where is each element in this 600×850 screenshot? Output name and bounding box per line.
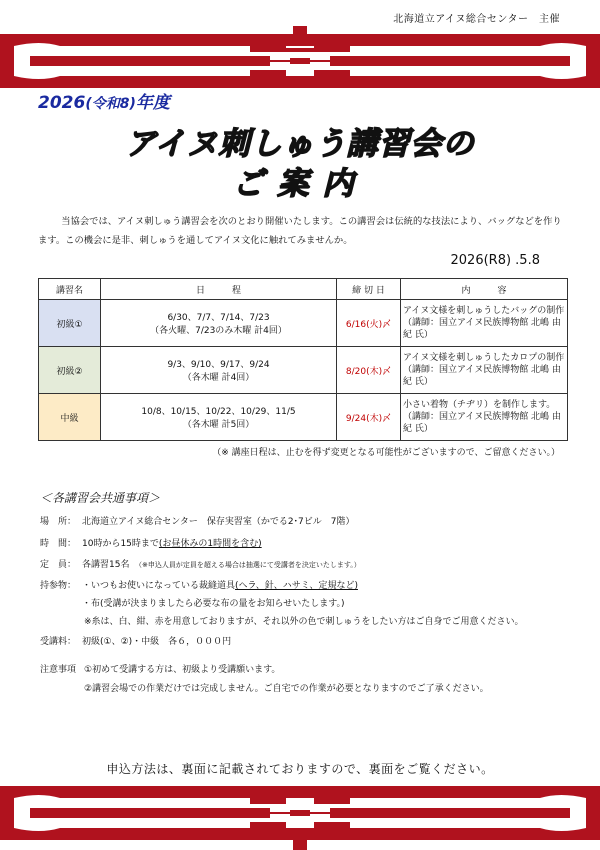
notes-item-1: ①初めて受講する方は、初級より受講願います。 [84, 665, 281, 675]
course-schedule [101, 347, 337, 394]
course-content [401, 394, 568, 441]
time-range: 10時から15時まで [82, 539, 159, 549]
fee-value: 初級(①、②)・中級 各６，０００円 [82, 637, 232, 647]
course-level: 初級② [39, 347, 101, 394]
course-content [401, 347, 568, 394]
course-deadline: 9/24(木)〆 [337, 394, 401, 441]
notes-item-2: ②講習会場での作業だけでは完成しません。ご自宅での作業が必要となりますのでご了承ください。 [84, 684, 489, 694]
items-label: 持参物： [40, 581, 77, 591]
title-line-1: アイヌ刺しゅう講習会の [125, 126, 475, 162]
notes-label: 注意事項 [40, 665, 77, 675]
content-instructor: （講師：国立アイヌ民族博物館 北嶋 由紀 氏） [403, 412, 561, 434]
header-course: 講習名 [39, 279, 101, 300]
application-method-text: 申込方法は、裏面に記載されておりますので、裏面をご覧ください。 [106, 762, 494, 776]
course-deadline: 8/20(木)〆 [337, 347, 401, 394]
schedule-dates: 6/30、7/7、7/14、7/23 [167, 313, 270, 323]
header-content: 内 容 [401, 279, 568, 300]
issue-date: 2026(R8) .5.8 [450, 253, 540, 268]
ainu-pattern-top [0, 26, 600, 96]
year-number: 2026 [38, 93, 86, 113]
organizer-text: 北海道立アイヌ総合センター 主催 [393, 14, 560, 25]
content-description: 小さい着物（チヂリ）を制作します。 [403, 400, 556, 410]
content-description: アイヌ文様を刺しゅうしたカロプの制作 [403, 353, 565, 363]
fiscal-year [38, 88, 170, 113]
ainu-pattern-bottom [0, 780, 600, 850]
course-schedule [101, 394, 337, 441]
common-section-title: ＜各講習会共通事項＞ [40, 491, 161, 505]
schedule-note: （各火曜、7/23のみ木曜 計4回） [150, 326, 287, 336]
capacity-number: 各講習15名 [82, 560, 130, 570]
time-value [82, 536, 262, 549]
course-table [38, 278, 568, 441]
schedule-note: （各木曜 計5回） [182, 420, 255, 430]
time-break-note: (お昼休みの1時間を含む) [158, 539, 262, 549]
content-description: アイヌ文様を刺しゅうしたバッグの制作 [403, 306, 565, 316]
course-level: 初級① [39, 300, 101, 347]
items-line-2: ・布(受講が決まりましたら必要な布の量をお知らせいたします。) [82, 599, 345, 609]
items-sewing-tools: ・いつもお使いになっている裁縫道具 [82, 581, 236, 591]
capacity-value [82, 557, 361, 570]
schedule-dates: 10/8、10/15、10/22、10/29、11/5 [141, 407, 296, 417]
fee-label: 受講料： [40, 637, 77, 647]
schedule-dates: 9/3、9/10、9/17、9/24 [167, 360, 270, 370]
year-suffix: 年度 [135, 93, 170, 113]
items-line-1 [82, 578, 358, 591]
table-header-row [39, 279, 568, 300]
table-row [39, 394, 568, 441]
table-row [39, 347, 568, 394]
title-line-2: ご案内 [232, 166, 368, 202]
year-era: (令和8) [85, 96, 136, 112]
time-label: 時 間： [40, 539, 77, 549]
header-schedule: 日 程 [101, 279, 337, 300]
capacity-label: 定 員： [40, 560, 77, 570]
content-instructor: （講師：国立アイヌ民族博物館 北嶋 由紀 氏） [403, 318, 561, 340]
place-value: 北海道立アイヌ総合センター 保存実習室（かでる2･7ビル 7階） [82, 517, 355, 527]
schedule-note: （※ 講座日程は、止むを得ず変更となる可能性がございますので、ご留意ください。） [212, 448, 560, 458]
capacity-lottery-note: （※申込人員が定員を超える場合は抽選にて受講者を決定いたします。） [138, 561, 361, 569]
course-content [401, 300, 568, 347]
items-line-3: ※糸は、白、紺、赤を用意しておりますが、それ以外の色で刺しゅうをしたい方はご自身でご用意ください。 [84, 617, 524, 627]
intro-paragraph: 当協会では、アイヌ刺しゅう講習会を次のとおり開催いたします。この講習会は伝統的な技法により、バッグなどを作ります。この機会に是非、刺しゅうを通してアイヌ文化に触れてみませんか。 [38, 216, 562, 246]
place-label: 場 所： [40, 517, 77, 527]
course-deadline: 6/16(火)〆 [337, 300, 401, 347]
schedule-note: （各木曜 計4回） [182, 373, 255, 383]
table-row [39, 300, 568, 347]
content-instructor: （講師：国立アイヌ民族博物館 北嶋 由紀 氏） [403, 365, 561, 387]
items-sewing-examples: (ヘラ、針、ハサミ、定規など) [235, 581, 358, 591]
course-level: 中級 [39, 394, 101, 441]
course-schedule [101, 300, 337, 347]
header-deadline: 締 切 日 [337, 279, 401, 300]
